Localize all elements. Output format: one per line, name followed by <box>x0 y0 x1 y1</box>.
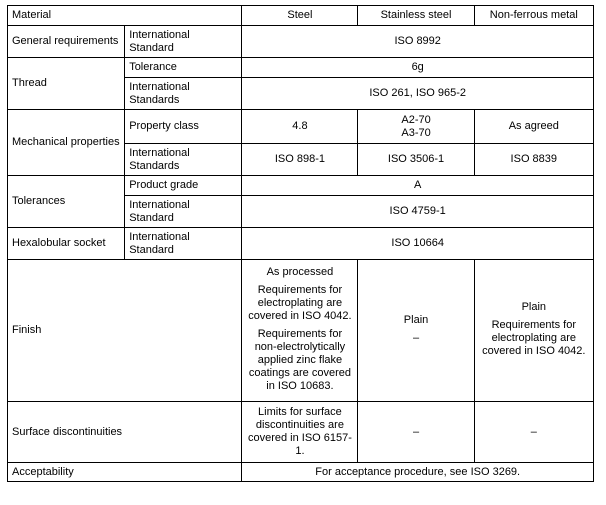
tolerances-standard-label: International Standard <box>125 196 242 228</box>
property-class-nonferrous: As agreed <box>474 110 593 144</box>
thread-tolerance-label: Tolerance <box>125 58 242 78</box>
finish-steel-cell <box>242 260 358 402</box>
surface-discontinuities-nonferrous: – <box>474 402 593 463</box>
finish-stainless-plain: Plain <box>403 313 429 326</box>
general-requirements-value: ISO 8992 <box>242 26 594 58</box>
property-class-steel: 4.8 <box>242 110 358 144</box>
surface-discontinuities-stainless: – <box>358 402 474 463</box>
finish-nonferrous-cell <box>474 260 593 402</box>
header-steel: Steel <box>242 6 358 26</box>
product-grade-label: Product grade <box>125 176 242 196</box>
finish-steel-zinc-flake: Requirements for non-electrolytically applied zinc flake coatings are covered in ISO 10683. <box>248 327 351 392</box>
mechanical-standards-stainless: ISO 3506-1 <box>358 144 474 176</box>
thread-standards-value: ISO 261, ISO 965-2 <box>242 78 594 110</box>
hexalobular-socket-value: ISO 10664 <box>242 228 594 260</box>
row-finish <box>8 260 594 402</box>
row-hexalobular-socket <box>8 228 594 260</box>
mechanical-standards-steel: ISO 898-1 <box>242 144 358 176</box>
row-surface-discontinuities <box>8 402 594 463</box>
acceptability-value: For acceptance procedure, see ISO 3269. <box>242 463 594 482</box>
tolerances-standard-value: ISO 4759-1 <box>242 196 594 228</box>
product-grade-value: A <box>242 176 594 196</box>
finish-stainless-dash: – <box>412 331 420 344</box>
row-mechanical-class <box>8 110 594 144</box>
thread-standards-label: International Standards <box>125 78 242 110</box>
tolerances-label: Tolerances <box>8 176 125 228</box>
finish-steel-as-processed: As processed <box>266 265 334 278</box>
finish-stainless-cell <box>358 260 474 402</box>
thread-tolerance-value: 6g <box>242 58 594 78</box>
mechanical-properties-label: Mechanical properties <box>8 110 125 176</box>
header-stainless-steel: Stainless steel <box>358 6 474 26</box>
mechanical-standards-nonferrous: ISO 8839 <box>474 144 593 176</box>
row-general-requirements <box>8 26 594 58</box>
property-class-label: Property class <box>125 110 242 144</box>
thread-label: Thread <box>8 58 125 110</box>
row-tolerances-grade <box>8 176 594 196</box>
header-material: Material <box>8 6 242 26</box>
surface-discontinuities-label: Surface discontinuities <box>8 402 242 463</box>
finish-nonferrous-plain: Plain <box>521 300 547 313</box>
finish-steel-electroplating: Requirements for electroplating are covered in ISO 4042. <box>248 283 352 322</box>
property-class-stainless: A2-70 A3-70 <box>358 110 474 144</box>
general-requirements-sub: International Standard <box>125 26 242 58</box>
header-row <box>8 6 594 26</box>
row-acceptability <box>8 463 594 482</box>
specification-table <box>7 5 594 482</box>
finish-nonferrous-electroplating: Requirements for electroplating are covered in ISO 4042. <box>482 318 586 357</box>
hexalobular-socket-label: Hexalobular socket <box>8 228 125 260</box>
mechanical-standards-label: International Standards <box>125 144 242 176</box>
hexalobular-socket-sub: International Standard <box>125 228 242 260</box>
finish-label: Finish <box>8 260 242 402</box>
surface-discontinuities-steel: Limits for surface discontinuities are covered in ISO 6157-1. <box>242 402 358 463</box>
acceptability-label: Acceptability <box>8 463 242 482</box>
row-thread-tolerance <box>8 58 594 78</box>
header-non-ferrous-metal: Non-ferrous metal <box>474 6 593 26</box>
general-requirements-label: General requirements <box>8 26 125 58</box>
